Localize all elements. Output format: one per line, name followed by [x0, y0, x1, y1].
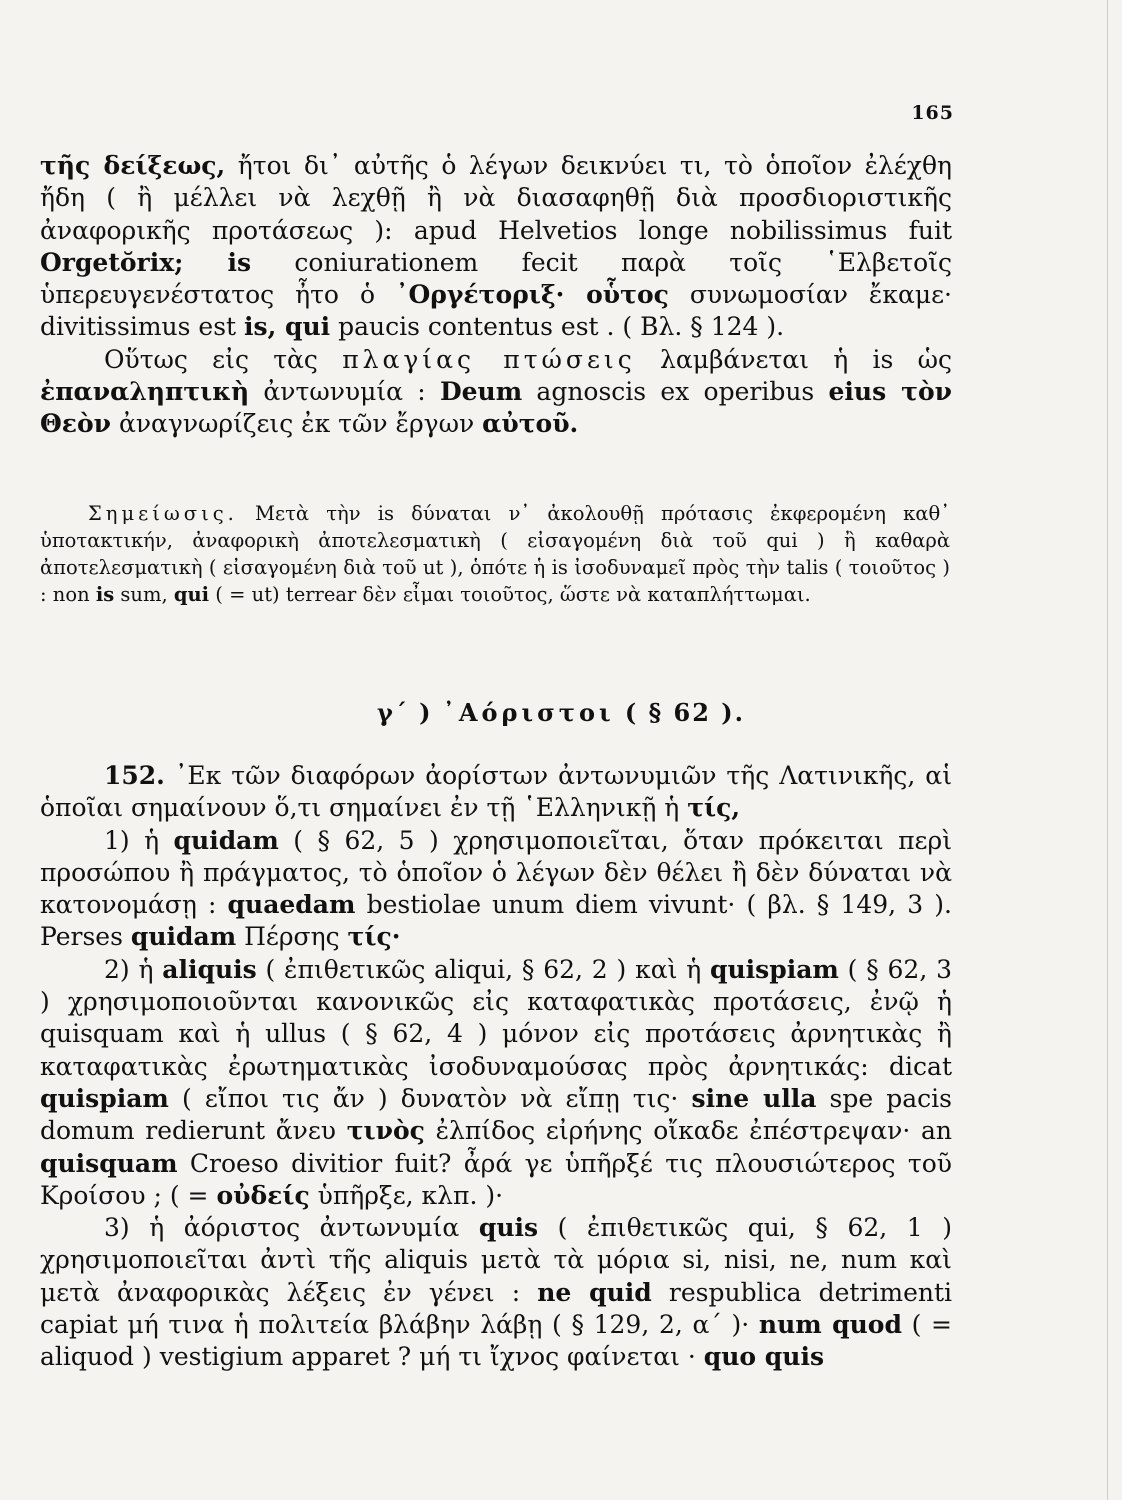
note-paragraph: Σημείωσις. Μετὰ τὴν is δύναται ν᾽ ἀκολουθῇ πρότασις ἐκφερομένη καθ᾽ ὑποτακτικήν, ἀναφορικὴ ἀποτελεσματικὴ ( εἰσαγομένη διὰ τοῦ qui ) ἢ καθαρὰ ἀποτελεσματικὴ ( εἰσαγομένη διὰ τοῦ ut ), ὁπότε ἡ is ἰσοδυναμεῖ πρὸς τὴν talis ( τοιοῦτος ) : non is sum, qui ( = ut) terrear δὲν εἶμαι τοιοῦτος, ὥστε νὰ καταπλήττωμαι.: [40, 502, 950, 606]
paragraph-152: 152. ᾽Εκ τῶν διαφόρων ἀορίστων ἀντωνυμιῶν τῆς Λατινικῆς, αἱ ὁποῖαι σημαίνουν ὅ,τι σημαίνει ἐν τῇ ῾Ελληνικῇ ἡ τίς,: [40, 761, 952, 823]
section-heading: γ´ ) ᾽Αόριστοι ( § 62 ).: [376, 698, 746, 727]
item-quidam: 1) ἡ quidam ( § 62, 5 ) χρησιμοποιεῖται, ὅταν πρόκειται περὶ προσώπου ἢ πράγματος, τὸ ὁποῖον ὁ λέγων δὲν θέλει ἢ δὲν δύναται νὰ κατονομάσῃ : quaedam bestiolae unum diem vivunt· ( βλ. § 149, 3 ). Perses quidam Πέρσης τίς·: [40, 825, 952, 952]
item-aliquis: 2) ἡ aliquis ( ἐπιθετικῶς aliqui, § 62, 2 ) καὶ ἡ quispiam ( § 62, 3 ) χρησιμοποιοῦνται κανονικῶς εἰς καταφατικὰς προτάσεις, ἐνῷ ἡ quisquam καὶ ἡ ullus ( § 62, 4 ) μόνον εἰς προτάσεις ἀρνητικὰς ἢ καταφατικὰς ἐρωτηματικὰς ἰσοδυναμούσας πρὸς ἀρνητικάς: dicat quispiam ( εἴποι τις ἄν ) δυνατὸν νὰ εἴπῃ τις· sine ulla spe pacis domum redierunt ἄνευ τινὸς ἐλπίδος εἰρήνης οἴκαδε ἐπέστρεψαν· an quisquam Croeso divitior fuit? ἆρά γε ὑπῆρξέ τις πλουσιώτερος τοῦ Κροίσου ; ( = οὐδείς ὑπῆρξε, κλπ. )·: [40, 954, 952, 1210]
upper-text: [40, 150, 952, 441]
page-number: 165: [911, 102, 954, 124]
paragraph-demonstrative: τῆς δείξεως, ἤτοι δι᾽ αὐτῆς ὁ λέγων δεικνύει τι, τὸ ὁποῖον ἐλέχθη ἤδη ( ἢ μέλλει νὰ λεχθῇ ἢ νὰ διασαφηθῇ διὰ προσδιοριστικῆς ἀναφορικῆς προτάσεως ): apud Helvetios longe nobilissimus fuit Orgetŏrix; is coniurationem fecit παρὰ τοῖς ῾Ελβετοῖς ὑπερευγενέστατος ἦτο ὁ ᾽Οργέτοριξ· οὗτος συνωμοσίαν ἔκαμε· divitissimus est is, qui paucis contentus est . ( Βλ. § 124 ).: [40, 151, 952, 342]
paragraph-oblique-cases: Οὕτως εἰς τὰς πλαγίας πτώσεις λαμβάνεται ἡ is ὡς ἐπαναληπτικὴ ἀντωνυμία : Deum agnoscis ex operibus eius τὸν Θεὸν ἀναγνωρίζεις ἐκ τῶν ἔργων αὐτοῦ.: [40, 344, 952, 439]
lower-text: [40, 760, 952, 1374]
item-quis: 3) ἡ ἀόριστος ἀντωνυμία quis ( ἐπιθετικῶς qui, § 62, 1 ) χρησιμοποιεῖται ἀντὶ τῆς aliquis μετὰ τὰ μόρια si, nisi, ne, num καὶ μετὰ ἀναφορικὰς λέξεις ἐν γένει : ne quid respublica detrimenti capiat μή τινα ἡ πολιτεία βλάβην λάβῃ ( § 129, 2, α´ )· num quod ( = aliquod ) vestigium apparet ? μή τι ἴχνος φαίνεται · quo quis: [40, 1213, 953, 1372]
page-edge: [1107, 0, 1108, 1500]
